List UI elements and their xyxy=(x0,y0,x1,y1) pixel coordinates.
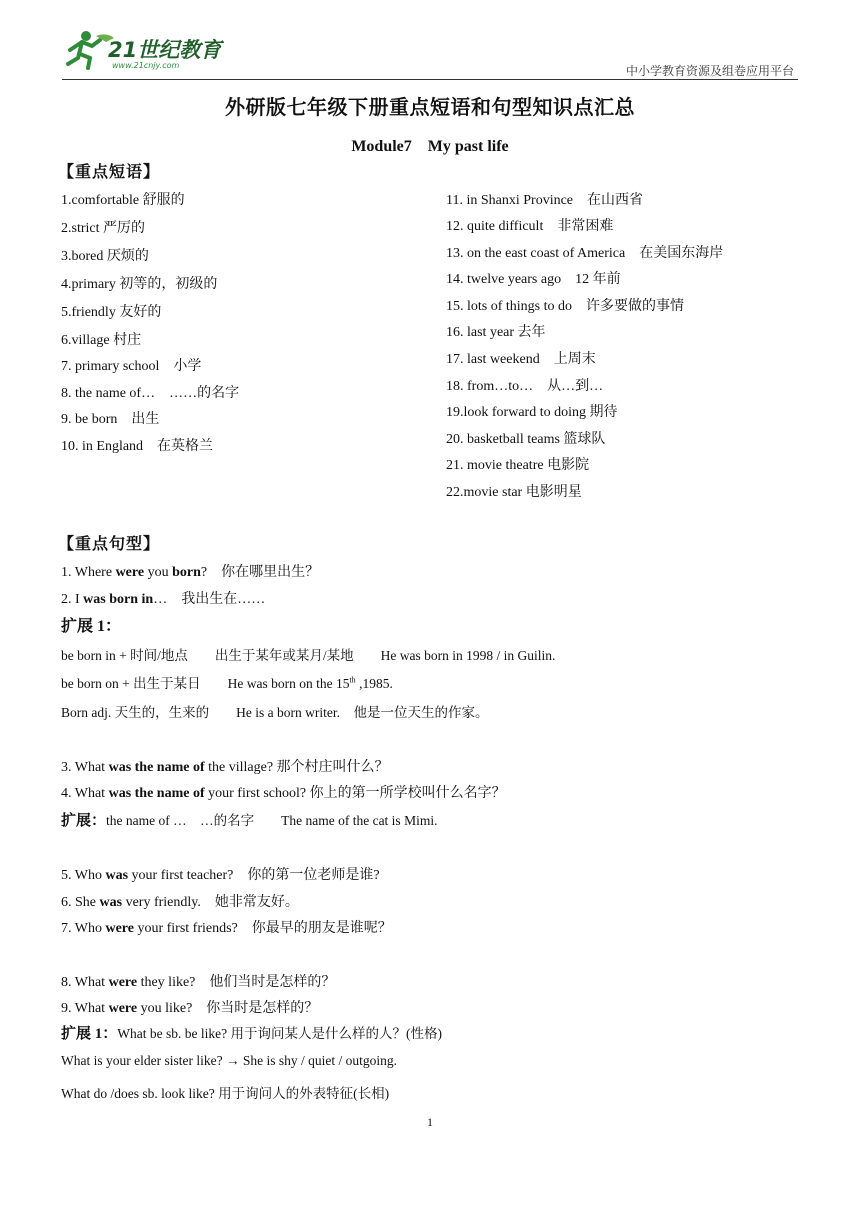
list-item: 10. in England 在英格兰 xyxy=(61,439,214,454)
list-item: 22.movie star 电影明星 xyxy=(446,485,582,500)
list-item: 12. quite difficult 非常困难 xyxy=(446,219,614,234)
logo-url: www.21cnjy.com xyxy=(112,61,180,70)
sentences-heading: 【重点句型】 xyxy=(58,536,161,553)
list-item: 8. the name of… ……的名字 xyxy=(61,386,240,401)
extension-line: 扩展 1：What be sb. be like? 用于询问某人是什么样的人？(性格) xyxy=(61,1026,442,1042)
list-item: 15. lots of things to do 许多要做的事情 xyxy=(446,299,685,314)
sentence-2: 2. I was born in… 我出生在…… xyxy=(61,592,266,607)
extension-line: be born on + 出生于某日 He was born on the 15th ,1985. xyxy=(61,675,393,691)
list-item: 20. basketball teams 篮球队 xyxy=(446,432,606,447)
list-item: 11. in Shanxi Province 在山西省 xyxy=(446,193,644,208)
list-item: 5.friendly 友好的 xyxy=(61,305,162,320)
list-item: 6.village 村庄 xyxy=(61,333,142,348)
list-item: 2.strict 严厉的 xyxy=(61,221,145,236)
extension-line: be born in + 时间/地点 出生于某年或某月/某地 He was born in 1998 / in Guilin. xyxy=(61,648,556,663)
list-item: 1.comfortable 舒服的 xyxy=(61,193,185,208)
list-item: 21. movie theatre 电影院 xyxy=(446,458,590,473)
sentence-1: 1. Where were you born? 你在哪里出生？ xyxy=(61,565,320,580)
sentence-4: 4. What was the name of your first school? 你上的第一所学校叫什么名字？ xyxy=(61,786,506,801)
list-item: 18. from…to… 从…到… xyxy=(446,379,604,394)
phrases-heading: 【重点短语】 xyxy=(58,164,161,181)
module-title: Module7 My past life xyxy=(351,138,509,155)
header-divider xyxy=(62,79,798,80)
list-item: 14. twelve years ago 12 年前 xyxy=(446,272,621,287)
sentence-8: 8. What were they like? 他们当时是怎样的？ xyxy=(61,975,336,990)
extension-line: What do /does sb. look like? 用于询问人的外表特征(长相) xyxy=(61,1086,390,1101)
page-number: 1 xyxy=(427,1115,433,1129)
list-item: 17. last weekend 上周末 xyxy=(446,352,596,367)
site-logo xyxy=(62,28,232,76)
sentence-9: 9. What were you like? 你当时是怎样的？ xyxy=(61,1001,319,1016)
platform-name: 中小学教育资源及组卷应用平台 xyxy=(625,64,794,78)
sentence-3: 3. What was the name of the village? 那个村庄叫什么？ xyxy=(61,760,389,775)
list-item: 19.look forward to doing 期待 xyxy=(446,405,618,420)
extension-line: 扩展：the name of … …的名字 The name of the cat is Mimi. xyxy=(61,813,438,829)
list-item: 13. on the east coast of America 在美国东海岸 xyxy=(446,246,724,261)
list-item: 7. primary school 小学 xyxy=(61,359,202,374)
list-item: 9. be born 出生 xyxy=(61,412,160,427)
logo-text: 21世纪教育 xyxy=(108,38,222,62)
sentence-6: 6. She was very friendly. 她非常友好。 xyxy=(61,895,299,910)
extension-line: What is your elder sister like? → She is shy / quiet / outgoing. xyxy=(61,1053,397,1068)
sentence-7: 7. Who were your first friends? 你最早的朋友是谁呢？ xyxy=(61,921,392,936)
list-item: 4.primary 初等的，初级的 xyxy=(61,277,218,292)
extension-line: Born adj. 天生的，生来的 He is a born writer. 他是一位天生的作家。 xyxy=(61,705,489,720)
sentence-5: 5. Who was your first teacher? 你的第一位老师是谁? xyxy=(61,868,380,883)
list-item: 16. last year 去年 xyxy=(446,325,546,340)
page-title: 外研版七年级下册重点短语和句型知识点汇总 xyxy=(225,97,635,119)
list-item: 3.bored 厌烦的 xyxy=(61,249,149,264)
extension-label: 扩展 1： xyxy=(61,618,122,635)
